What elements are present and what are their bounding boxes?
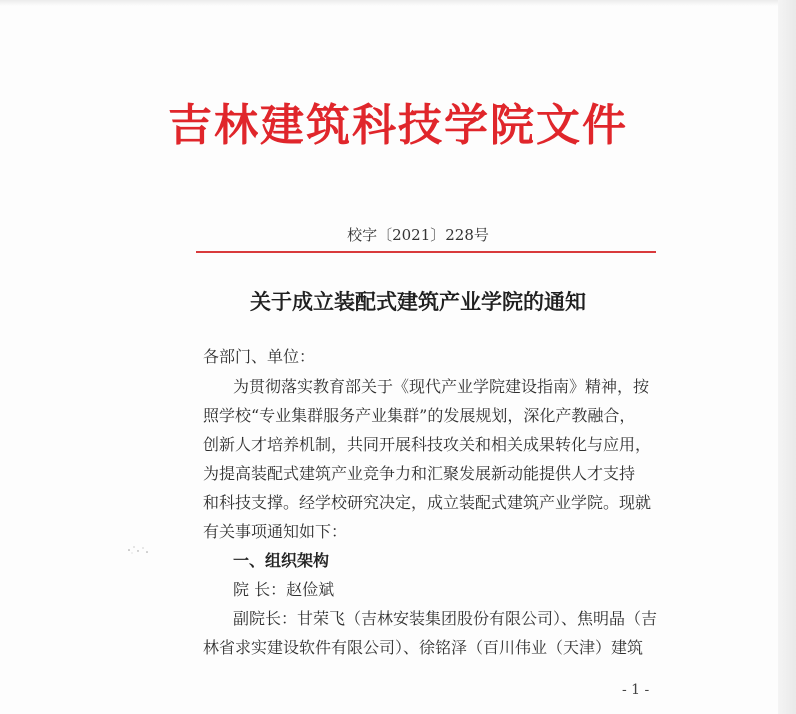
body-line: 和科技支撑。经学校研究决定，成立装配式建筑产业学院。现就 (203, 493, 652, 512)
dean-line: 院 长：赵俭斌 (233, 580, 335, 599)
vice-dean-line: 林省求实建设软件有限公司）、徐铭泽（百川伟业（天津）建筑 (203, 638, 644, 657)
body-line: 照学校“专业集群服务产业集群”的发展规划，深化产教融合， (203, 406, 636, 425)
body-line: 为贯彻落实教育部关于《现代产业学院建设指南》精神，按 (233, 377, 650, 396)
document-number: 校字〔2021〕228号 (347, 226, 489, 244)
section-heading: 一、组织架构 (233, 551, 330, 570)
page-number: - 1 - (622, 682, 650, 698)
red-separator-rule (196, 251, 656, 253)
salutation: 各部门、单位： (203, 347, 316, 366)
document-masthead: 吉林建筑科技学院文件 (168, 100, 628, 151)
scan-noise-speck (126, 540, 150, 558)
scan-edge-top (0, 0, 796, 6)
vice-dean-line: 副院长：甘荣飞（吉林安装集团股份有限公司）、焦明晶（吉 (233, 609, 658, 628)
body-line: 创新人才培养机制，共同开展科技攻关和相关成果转化与应用， (203, 435, 652, 454)
body-line: 为提高装配式建筑产业竞争力和汇聚发展新动能提供人才支持 (203, 464, 636, 483)
body-line: 有关事项通知如下： (203, 522, 348, 541)
notice-title: 关于成立装配式建筑产业学院的通知 (250, 289, 586, 314)
